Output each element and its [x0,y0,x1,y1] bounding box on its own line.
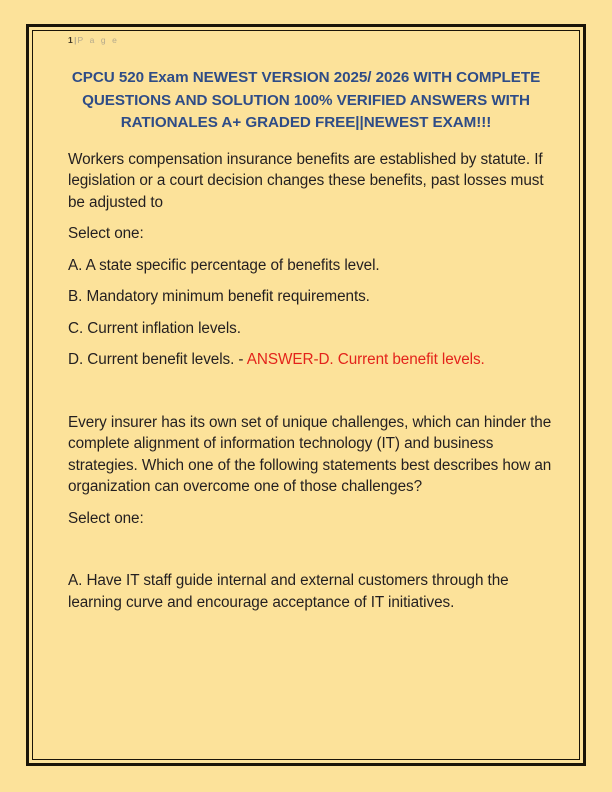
question-1-option-d-label: D. Current benefit levels. - [68,351,247,368]
question-2-select-prompt: Select one: [68,509,144,527]
question-1-option-b: B. Mandatory minimum benefit requirements. [68,288,370,305]
question-2-option-a: A. Have IT staff guide internal and external customers through the learning curve and encourage acceptance of IT initiatives. [68,572,509,611]
question-1-stem: Workers compensation insurance benefits are established by statute. If legislation or a court decision changes these benefits, past losses must be adjusted to [68,150,544,211]
paragraph-spacer-2 [68,539,556,560]
document-body [42,149,570,614]
paragraph-spacer [68,381,556,402]
question-1-option-d [68,349,556,371]
question-1-option-a: A. A state specific percentage of benefits level. [68,256,380,274]
question-2-stem: Every insurer has its own set of unique challenges, which can hinder the complete alignment of information technology (IT) and business strategies. Which one of the following statements best describes how an organization can overcome one of those challenges? [68,413,552,495]
running-header [68,30,570,46]
page-header-separator: | [74,35,77,45]
document-title: CPCU 520 Exam NEWEST VERSION 2025/ 2026 WITH COMPLETE QUESTIONS AND SOLUTION 100% VERIFIED ANSWERS WITH RATIONALES A+ GRADED FREE||NEWEST EXAM!!! [71,69,541,131]
question-1-select-prompt: Select one: [68,225,144,242]
question-1-answer-key: ANSWER-D. Current benefit levels. [246,351,485,368]
page-content [42,30,570,760]
question-1-option-c: C. Current inflation levels. [68,319,241,337]
page-header-label: P a g e [77,35,120,45]
page-number: 1 [68,35,74,45]
